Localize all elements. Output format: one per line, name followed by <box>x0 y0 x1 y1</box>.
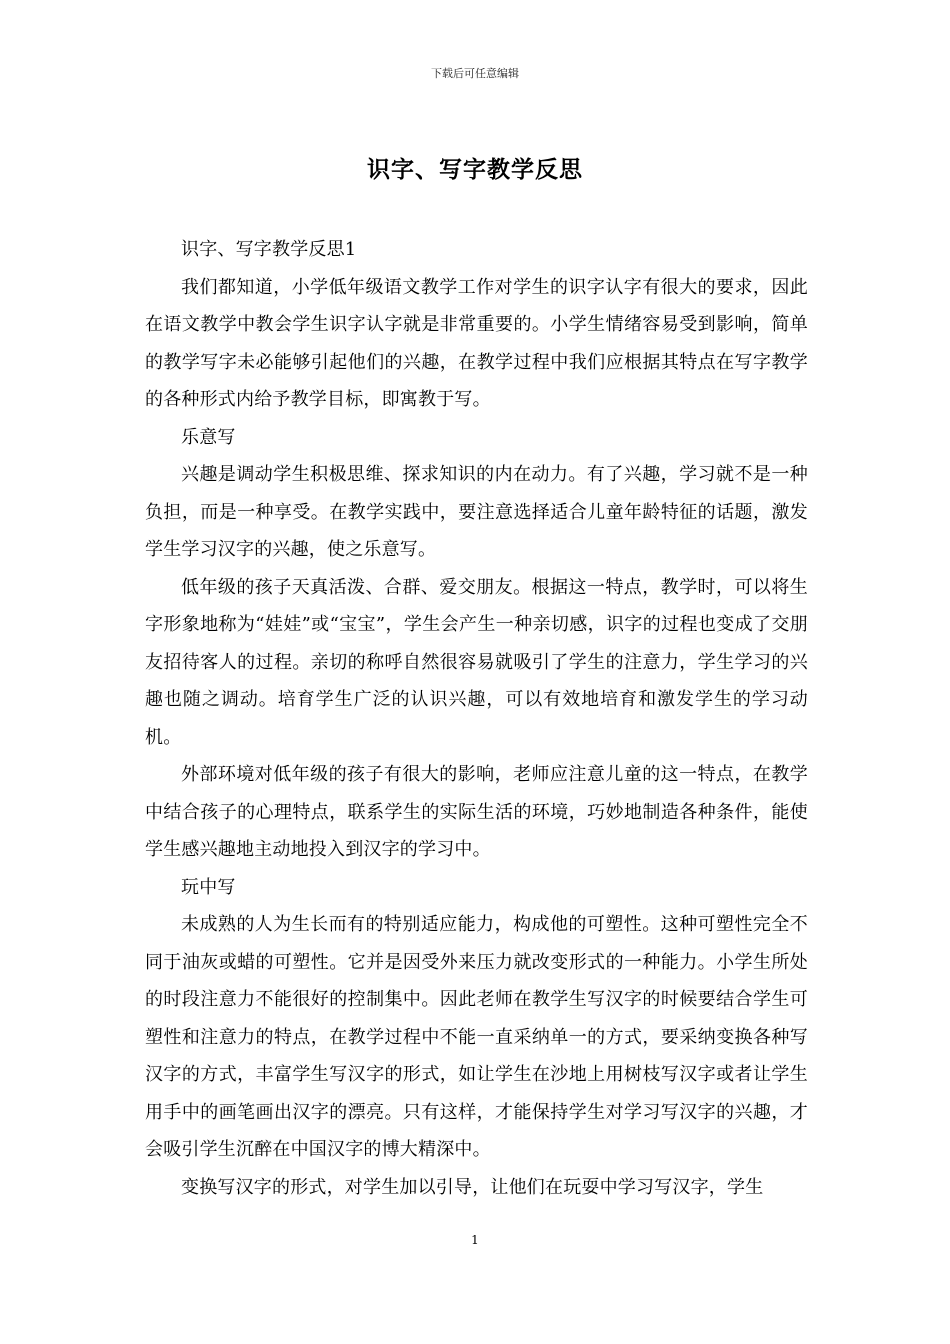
section-heading: 玩中写 <box>181 876 236 898</box>
paragraph: 我们都知道，小学低年级语文教学工作对学生的识字认字有很大的要求，因此在语文教学中教会学生识字认字就是非常重要的。小学生情绪容易受到影响，简单的教学写字未必能够引起他们的兴趣，在教学过程中我们应根据其特点在写字教学的各种形式内给予教学目标，即寓教于写。 <box>145 276 808 410</box>
page-number: 1 <box>471 1233 479 1247</box>
paragraph: 变换写汉字的形式，对学生加以引导，让他们在玩耍中学习写汉字，学生 <box>181 1176 764 1198</box>
document-body <box>145 231 808 1206</box>
paragraph: 未成熟的人为生长而有的特别适应能力，构成他的可塑性。这种可塑性完全不同于油灰或蜡的可塑性。它并是因受外来压力就改变形式的一种能力。小学生所处的时段注意力不能很好的控制集中。因此老师在教学生写汉字的时候要结合学生可塑性和注意力的特点，在教学过程中不能一直采纳单一的方式，要采纳变换各种写汉字的方式，丰富学生写汉字的形式，如让学生在沙地上用树枝写汉字或者让学生用手中的画笔画出汉字的漂亮。只有这样，才能保持学生对学习写汉字的兴趣，才会吸引学生沉醉在中国汉字的博大精深中。 <box>145 914 808 1160</box>
paragraph: 外部环境对低年级的孩子有很大的影响，老师应注意儿童的这一特点，在教学中结合孩子的心理特点，联系学生的实际生活的环境，巧妙地制造各种条件，能使学生感兴趣地主动地投入到汉字的学习中。 <box>145 764 808 860</box>
paragraph: 低年级的孩子天真活泼、合群、爱交朋友。根据这一特点，教学时，可以将生字形象地称为“娃娃”或“宝宝”，学生会产生一种亲切感，识字的过程也变成了交朋友招待客人的过程。亲切的称呼自然很容易就吸引了学生的注意力，学生学习的兴趣也随之调动。培育学生广泛的认识兴趣，可以有效地培育和激发学生的学习动机。 <box>145 576 808 748</box>
document-title: 识字、写字教学反思 <box>367 156 583 183</box>
section-heading: 乐意写 <box>181 426 236 448</box>
paragraph: 兴趣是调动学生积极思维、探求知识的内在动力。有了兴趣，学习就不是一种负担，而是一种享受。在教学实践中，要注意选择适合儿童年龄特征的话题，激发学生学习汉字的兴趣，使之乐意写。 <box>145 464 808 560</box>
section-heading: 识字、写字教学反思1 <box>181 239 357 260</box>
header-note: 下载后可任意编辑 <box>431 67 519 80</box>
